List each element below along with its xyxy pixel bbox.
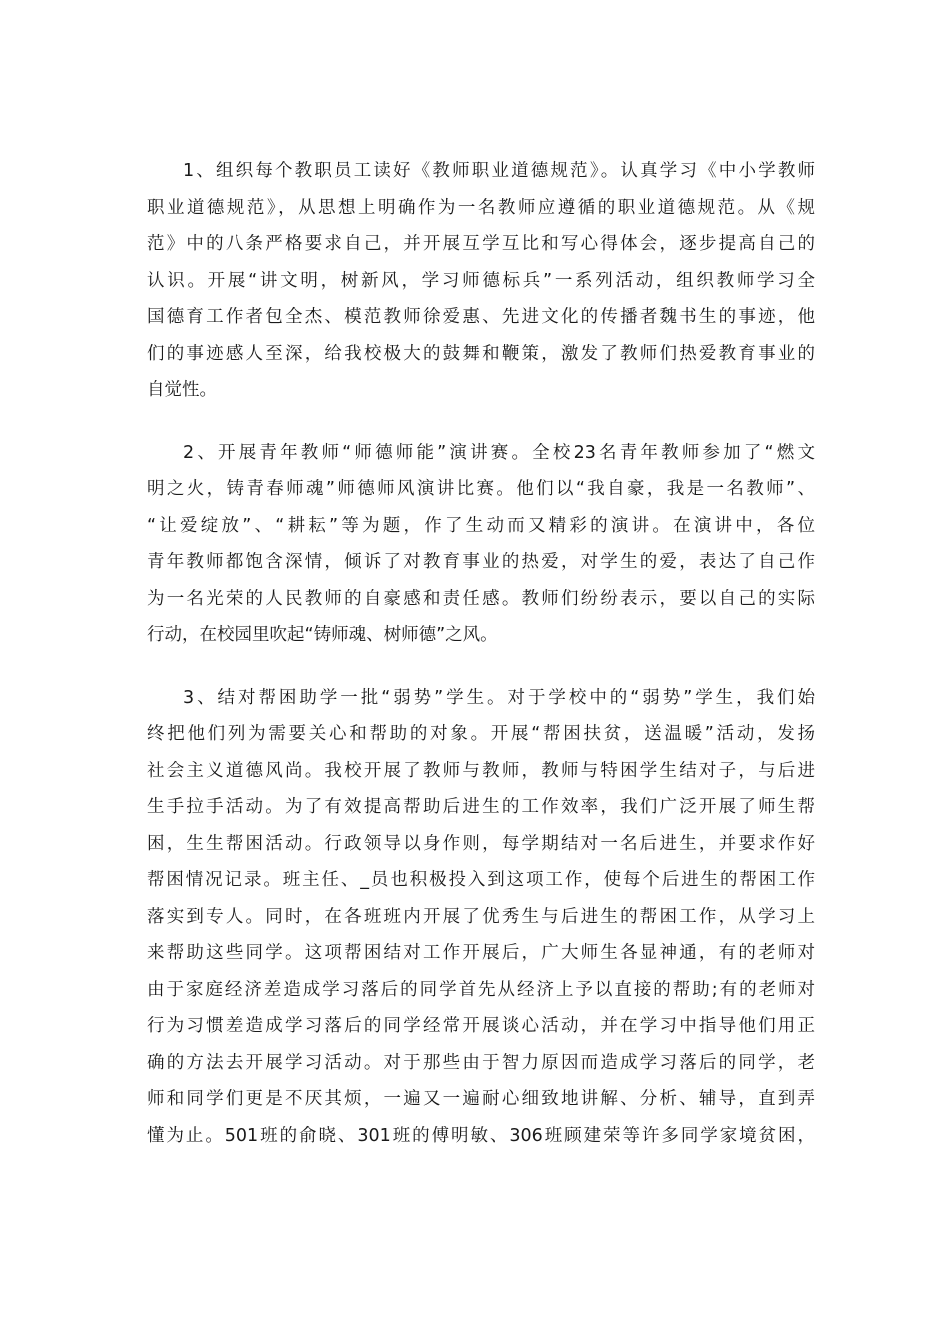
paragraph-1 xyxy=(147,153,815,409)
paragraph-3 xyxy=(147,680,815,1155)
paragraph-2 xyxy=(147,435,815,654)
text-line: 认识。开展“讲文明，树新风，学习师德标兵”一系列活动，组织教师学习全 xyxy=(147,270,815,291)
text-line: 社会主义道德风尚。我校开展了教师与教师，教师与特困学生结对子，与后进 xyxy=(147,760,815,781)
text-line: 职业道德规范》，从思想上明确作为一名教师应遵循的职业道德规范。从《规 xyxy=(147,197,815,218)
text-line: 确的方法去开展学习活动。对于那些由于智力原因而造成学习落后的同学，老 xyxy=(147,1052,815,1073)
text-line: 2、开展青年教师“师德师能”演讲赛。全校23名青年教师参加了“燃文 xyxy=(183,442,815,463)
text-line: 青年教师都饱含深情，倾诉了对教育事业的热爱，对学生的爱，表达了自己作 xyxy=(147,552,815,572)
text-line: 生手拉手活动。为了有效提高帮助后进生的工作效率，我们广泛开展了师生帮 xyxy=(147,797,815,817)
text-line: 终把他们列为需要关心和帮助的对象。开展“帮困扶贫，送温暖”活动，发扬 xyxy=(147,724,815,744)
text-line: 范》中的八条严格要求自己，并开展互学互比和写心得体会，逐步提高自己的 xyxy=(147,234,815,254)
text-line: “让爱绽放”、“耕耘”等为题，作了生动而又精彩的演讲。在演讲中，各位 xyxy=(147,515,815,536)
text-line: 们的事迹感人至深，给我校极大的鼓舞和鞭策，激发了教师们热爱教育事业的 xyxy=(147,343,815,364)
text-line: 由于家庭经济差造成学习落后的同学首先从经济上予以直接的帮助;有的老师对 xyxy=(147,979,815,1000)
text-line: 行为习惯差造成学习落后的同学经常开展谈心活动，并在学习中指导他们用正 xyxy=(147,1016,815,1036)
text-line: 1、组织每个教职员工读好《教师职业道德规范》。认真学习《中小学教师 xyxy=(183,161,815,181)
text-line: 帮困情况记录。班主任、_员也积极投入到这项工作，使每个后进生的帮困工作 xyxy=(147,870,815,890)
text-line: 明之火，铸青春师魂”师德师风演讲比赛。他们以“我自豪，我是一名教师”、 xyxy=(147,479,815,499)
text-line: 行动，在校园里吹起“铸师魂、树师德”之风。 xyxy=(147,625,498,645)
text-line: 师和同学们更是不厌其烦，一遍又一遍耐心细致地讲解、分析、辅导，直到弄 xyxy=(147,1089,815,1109)
text-line: 3、结对帮困助学一批“弱势”学生。对于学校中的“弱势”学生，我们始 xyxy=(183,687,815,708)
text-line: 国德育工作者包全杰、模范教师徐爱惠、先进文化的传播者魏书生的事迹，他 xyxy=(147,307,815,327)
document-body xyxy=(147,153,815,1180)
text-line: 懂为止。501班的俞晓、301班的傅明敏、306班顾建荣等许多同学家境贫困， xyxy=(147,1125,815,1146)
text-line: 困，生生帮困活动。行政领导以身作则，每学期结对一名后进生，并要求作好 xyxy=(147,833,815,854)
text-line: 来帮助这些同学。这项帮困结对工作开展后，广大师生各显神通，有的老师对 xyxy=(147,943,815,963)
text-line: 为一名光荣的人民教师的自豪感和责任感。教师们纷纷表示，要以自己的实际 xyxy=(147,588,815,609)
text-line: 自觉性。 xyxy=(147,380,217,400)
text-line: 落实到专人。同时，在各班班内开展了优秀生与后进生的帮困工作，从学习上 xyxy=(147,906,815,927)
